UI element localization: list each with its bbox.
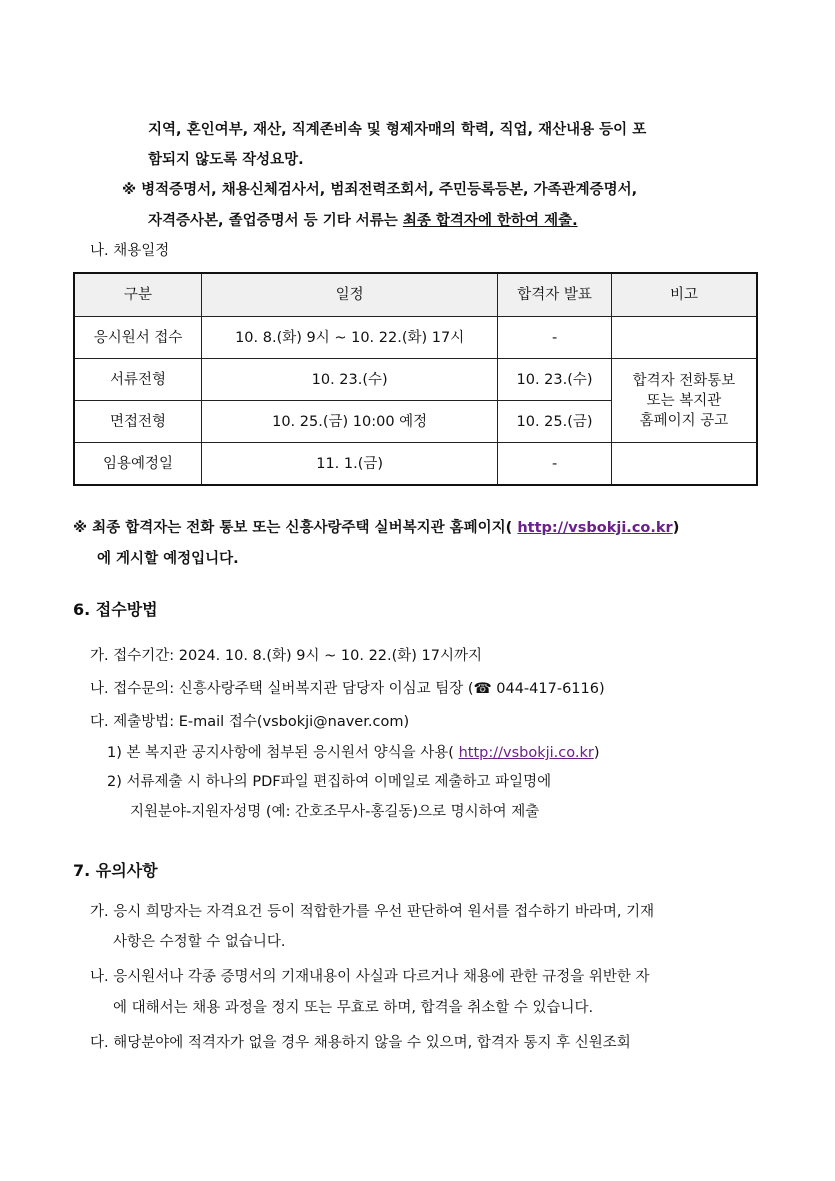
header-remark: 비고 xyxy=(611,273,757,317)
row-category: 면접전형 xyxy=(74,401,202,443)
row-date: 11. 1.(금) xyxy=(202,443,498,486)
application-period: 가. 접수기간: 2024. 10. 8.(화) 9시 ~ 10. 22.(화) 17시까지 xyxy=(90,648,483,664)
submission-sub-1-text: 1) 본 복지관 공지사항에 첨부된 응시원서 양식을 사용( xyxy=(107,745,459,761)
submission-method: 다. 제출방법: E-mail 접수(vsbokji@naver.com) xyxy=(90,714,410,730)
header-category: 구분 xyxy=(74,273,202,317)
row-category: 서류전형 xyxy=(74,359,202,401)
final-note-text: ※ 최종 합격자는 전화 통보 또는 신흥사랑주택 실버복지관 홈페이지( xyxy=(73,520,518,536)
schedule-heading: 나. 채용일정 xyxy=(90,243,170,259)
row-remark-empty xyxy=(611,317,757,359)
remark-line-3: 홈페이지 공고 xyxy=(639,412,729,429)
row-announce: - xyxy=(498,443,612,486)
final-note-close: ) xyxy=(672,520,680,536)
intro-line-1: 지역, 혼인여부, 재산, 직계존비속 및 형제자매의 학력, 직업, 재산내용 등이 포 xyxy=(148,122,647,138)
header-date: 일정 xyxy=(202,273,498,317)
section-7-title: 7. 유의사항 xyxy=(73,861,158,880)
intro-line-2: 함되지 않도록 작성요망. xyxy=(148,152,304,168)
notice-b-line-2: 에 대해서는 채용 과정을 정지 또는 무효로 하며, 합격을 취소할 수 있습니다. xyxy=(113,1000,594,1016)
row-category: 임용예정일 xyxy=(74,443,202,486)
row-announce: - xyxy=(498,317,612,359)
row-announce: 10. 23.(수) xyxy=(498,359,612,401)
row-date: 10. 25.(금) 10:00 예정 xyxy=(202,401,498,443)
form-download-link[interactable]: http://vsbokji.co.kr xyxy=(458,745,594,761)
schedule-table xyxy=(73,272,758,486)
documents-note-underlined: 최종 합격자에 한하여 제출. xyxy=(402,213,578,229)
documents-note-line-1: ※ 병적증명서, 채용신체검사서, 범죄전력조회서, 주민등록등본, 가족관계증명서, xyxy=(122,182,638,198)
notice-b-line-1: 나. 응시원서나 각종 증명서의 기재내용이 사실과 다르거나 채용에 관한 규정을 위반한 자 xyxy=(90,969,650,985)
row-announce: 10. 25.(금) xyxy=(498,401,612,443)
submission-sub-1-close: ) xyxy=(593,745,600,761)
application-contact: 나. 접수문의: 신흥사랑주택 실버복지관 담당자 이심교 팀장 (☎ 044-417-6116) xyxy=(90,681,605,697)
row-remark xyxy=(611,359,757,443)
final-note-line-1 xyxy=(73,518,679,538)
table-row xyxy=(74,317,757,359)
submission-sub-2-line-1: 2) 서류제출 시 하나의 PDF파일 편집하여 이메일로 제출하고 파일명에 xyxy=(107,774,552,790)
remark-line-1: 합격자 전화통보 xyxy=(632,372,736,389)
documents-note-line-2 xyxy=(148,211,578,231)
row-remark-empty xyxy=(611,443,757,486)
remark-line-2: 또는 복지관 xyxy=(646,392,722,409)
submission-sub-2-line-2: 지원분야-지원자성명 (예: 간호조무사-홍길동)으로 명시하여 제출 xyxy=(130,804,540,820)
row-date: 10. 8.(화) 9시 ~ 10. 22.(화) 17시 xyxy=(202,317,498,359)
row-date: 10. 23.(수) xyxy=(202,359,498,401)
table-row xyxy=(74,359,757,401)
table-row xyxy=(74,443,757,486)
homepage-link[interactable]: http://vsbokji.co.kr xyxy=(517,520,673,536)
row-category: 응시원서 접수 xyxy=(74,317,202,359)
notice-c-line-1: 다. 해당분야에 적격자가 없을 경우 채용하지 않을 수 있으며, 합격자 통지 후 신원조회 xyxy=(90,1035,631,1051)
notice-a-line-2: 사항은 수정할 수 없습니다. xyxy=(113,934,286,950)
notice-a-line-1: 가. 응시 희망자는 자격요건 등이 적합한가를 우선 판단하여 원서를 접수하기 바라며, 기재 xyxy=(90,904,655,920)
final-note-line-2: 에 게시할 예정입니다. xyxy=(97,551,239,567)
header-announce: 합격자 발표 xyxy=(498,273,612,317)
section-6-title: 6. 접수방법 xyxy=(73,600,158,619)
documents-note-text: 자격증사본, 졸업증명서 등 기타 서류는 xyxy=(148,213,403,229)
submission-sub-1 xyxy=(107,743,600,763)
schedule-header-row xyxy=(74,273,757,317)
